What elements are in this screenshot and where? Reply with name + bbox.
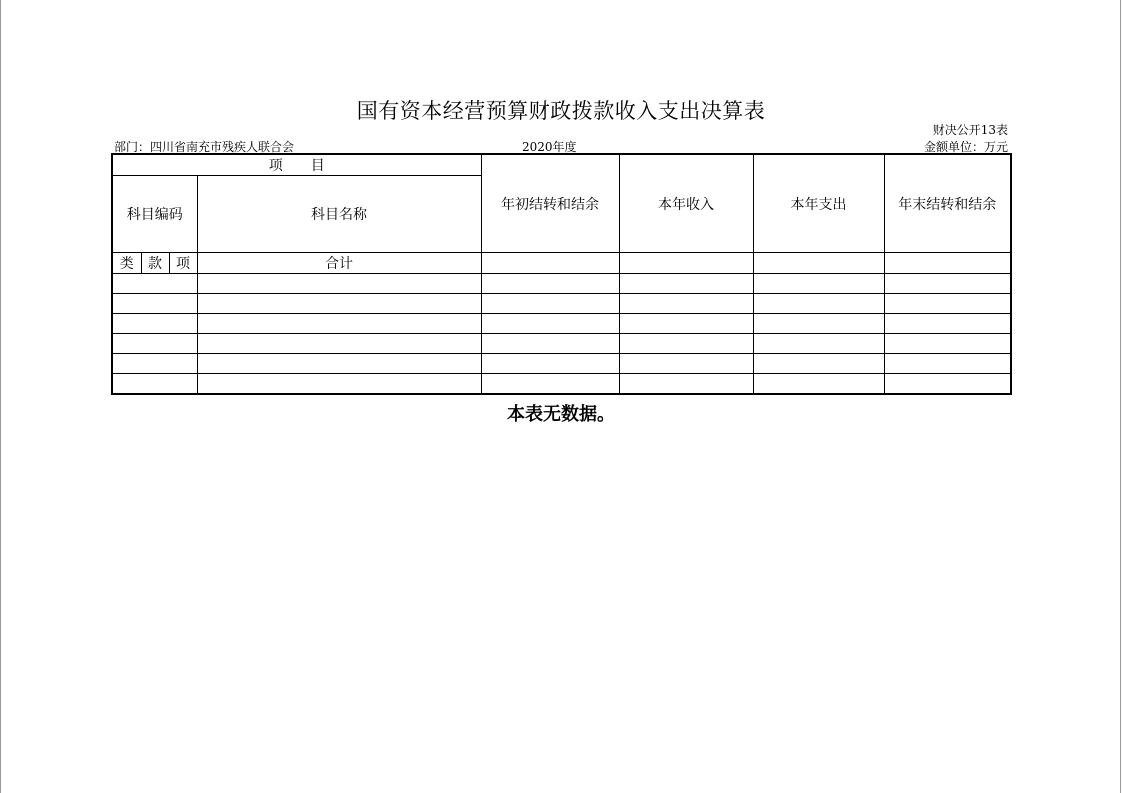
row-opening-cell xyxy=(481,354,619,374)
opening-balance-header: 年初结转和结余 xyxy=(481,154,619,253)
row-name-cell xyxy=(197,294,481,314)
amount-unit-label: 金额单位：万元 xyxy=(923,140,1008,154)
row-code-cell xyxy=(112,294,197,314)
row-opening-cell xyxy=(481,274,619,294)
row-closing-cell xyxy=(884,354,1011,374)
table-row xyxy=(112,354,1011,374)
closing-balance-header: 年末结转和结余 xyxy=(884,154,1011,253)
row-name-cell xyxy=(197,274,481,294)
row-expense-cell xyxy=(753,314,884,334)
row-closing-cell xyxy=(884,294,1011,314)
row-name-cell xyxy=(197,334,481,354)
page-title: 国有资本经营预算财政拨款收入支出决算表 xyxy=(356,99,766,123)
row-income-cell xyxy=(619,334,753,354)
row-code-cell xyxy=(112,374,197,395)
row-income-cell xyxy=(619,294,753,314)
row-opening-cell xyxy=(481,334,619,354)
expense-header: 本年支出 xyxy=(753,154,884,253)
subject-code-header: 科目编码 xyxy=(112,176,197,253)
row-expense-cell xyxy=(753,354,884,374)
row-expense-cell xyxy=(753,294,884,314)
row-opening-cell xyxy=(481,374,619,395)
total-closing-cell xyxy=(884,253,1011,274)
row-income-cell xyxy=(619,354,753,374)
row-code-cell xyxy=(112,354,197,374)
total-label: 合计 xyxy=(197,253,481,274)
department-label: 部门：四川省南充市残疾人联合会 xyxy=(114,140,295,154)
form-number: 财决公开13表 xyxy=(932,123,1008,137)
total-expense-cell xyxy=(753,253,884,274)
income-header: 本年收入 xyxy=(619,154,753,253)
category-kuan-header: 款 xyxy=(141,253,169,274)
table-row xyxy=(112,274,1011,294)
no-data-note: 本表无数据。 xyxy=(507,404,615,425)
row-income-cell xyxy=(619,274,753,294)
table-row xyxy=(112,334,1011,354)
row-name-cell xyxy=(197,374,481,395)
total-income-cell xyxy=(619,253,753,274)
row-closing-cell xyxy=(884,334,1011,354)
row-closing-cell xyxy=(884,274,1011,294)
budget-table xyxy=(111,153,1012,395)
row-income-cell xyxy=(619,374,753,395)
category-lei-header: 类 xyxy=(112,253,141,274)
row-name-cell xyxy=(197,314,481,334)
table-row xyxy=(112,374,1011,395)
row-income-cell xyxy=(619,314,753,334)
row-code-cell xyxy=(112,334,197,354)
row-code-cell xyxy=(112,314,197,334)
row-expense-cell xyxy=(753,334,884,354)
row-expense-cell xyxy=(753,274,884,294)
row-opening-cell xyxy=(481,314,619,334)
fiscal-year-label: 2020年度 xyxy=(522,140,577,154)
subject-name-header: 科目名称 xyxy=(197,176,481,253)
total-opening-cell xyxy=(481,253,619,274)
table-row xyxy=(112,294,1011,314)
item-header: 项 目 xyxy=(268,158,325,174)
row-code-cell xyxy=(112,274,197,294)
row-closing-cell xyxy=(884,374,1011,395)
item-header-cell xyxy=(112,154,481,176)
row-expense-cell xyxy=(753,374,884,395)
row-opening-cell xyxy=(481,294,619,314)
category-xiang-header: 项 xyxy=(169,253,197,274)
row-closing-cell xyxy=(884,314,1011,334)
table-row xyxy=(112,314,1011,334)
row-name-cell xyxy=(197,354,481,374)
